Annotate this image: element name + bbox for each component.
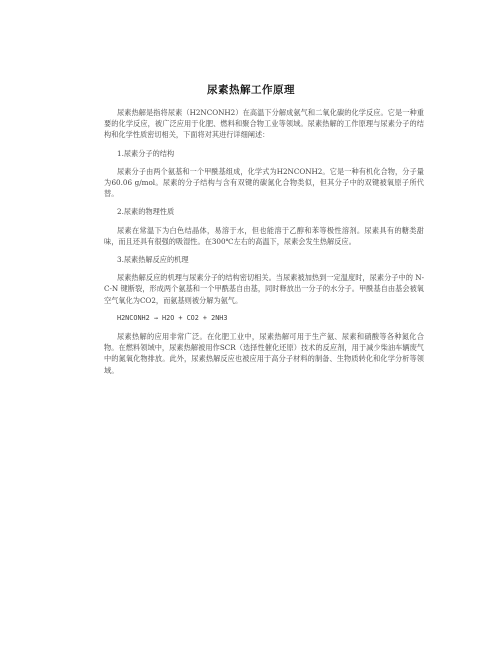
- document-body: [104, 107, 424, 383]
- reaction-equation: H2NCONH2 → H2O + CO2 + 2NH3: [117, 313, 228, 322]
- section-3-heading: 3.尿素热解反应的机理: [117, 255, 189, 265]
- intro-paragraph: 尿素热解是指将尿素（H2NCONH2）在高温下分解成氨气和二氧化碳的化学反应。它是一种重要的化学反应，被广泛应用于化肥、燃料和聚合物工业等领域。尿素热解的工作原理与尿素分子的结构和化学性质密切相关，下面将对其进行详细阐述：: [104, 108, 424, 140]
- section-2-heading: 2.尿素的物理性质: [117, 207, 175, 217]
- conclusion-paragraph: 尿素热解的应用非常广泛。在化肥工业中，尿素热解可用于生产氨、尿素和硝酸等各种氮化合物。在燃料领域中，尿素热解被用作SCR（选择性催化还原）技术的反应剂，用于减少柴油车辆废气中的氮氧化物排放。此外，尿素热解反应也被应用于高分子材料的制备、生物质转化和化学分析等领域。: [104, 332, 424, 375]
- document-title: 尿素热解工作原理: [207, 84, 295, 96]
- section-2-paragraph: 尿素在常温下为白色结晶体，易溶于水，但也能溶于乙醇和苯等极性溶剂。尿素具有的糖类甜味，而且还具有很强的吸湿性。在300℃左右的高温下，尿素会发生热解反应。: [104, 225, 424, 246]
- section-3-paragraph: 尿素热解反应的机理与尿素分子的结构密切相关。当尿素被加热到一定温度时，尿素分子中的 N-C-N 键断裂，形成两个氨基和一个甲酰基自由基，同时释放出一分子的水分子。甲酰基自由基会被氧空气氧化为CO2，而氨基则被分解为氨气。: [104, 273, 424, 305]
- section-1-heading: 1.尿素分子的结构: [117, 148, 175, 158]
- section-1-paragraph: 尿素分子由两个氨基和一个甲酰基组成，化学式为H2NCONH2。它是一种有机化合物，分子量为60.06 g/mol。尿素的分子结构与含有双键的碳氮化合物类似，但其分子中的双键被氧原子所代替。: [104, 166, 424, 199]
